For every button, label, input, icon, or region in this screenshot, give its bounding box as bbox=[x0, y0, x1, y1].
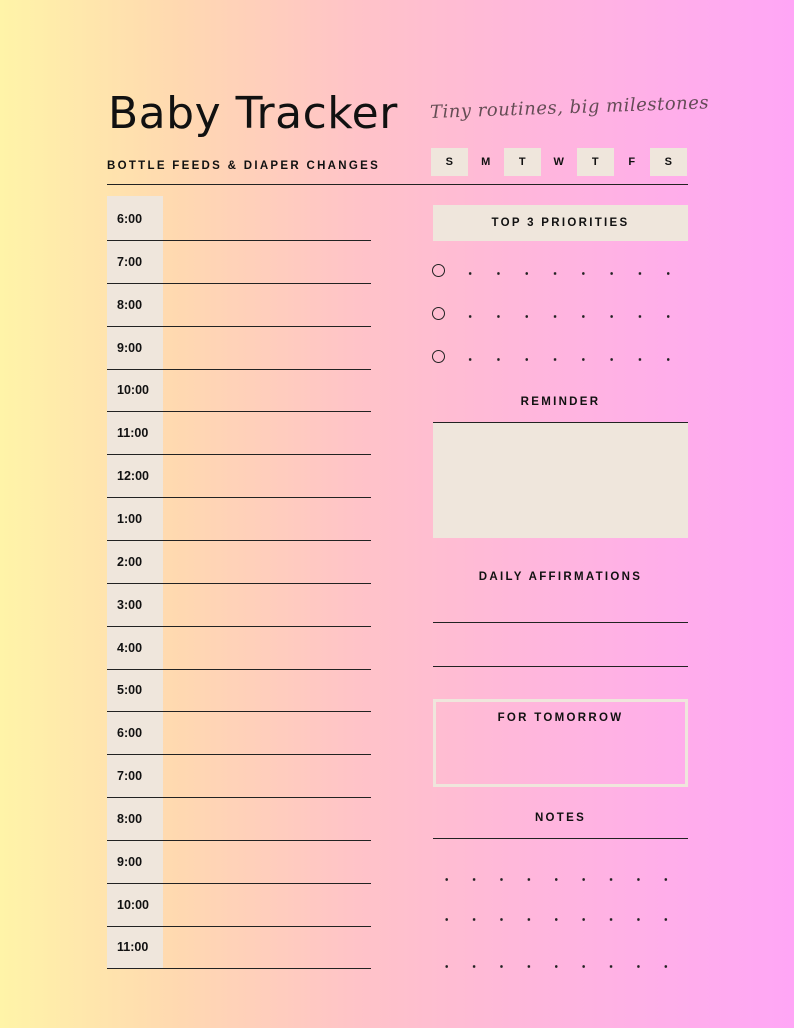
reminder-title: REMINDER bbox=[520, 396, 601, 408]
time-label: 10:00 bbox=[117, 897, 149, 912]
schedule-row[interactable] bbox=[107, 369, 371, 412]
affirmation-line[interactable] bbox=[433, 666, 688, 667]
tagline: Tiny routines, big milestones bbox=[429, 92, 710, 123]
schedule-row[interactable] bbox=[107, 627, 371, 670]
weekday-sunday[interactable]: S bbox=[431, 148, 468, 176]
notes-dotted-line[interactable] bbox=[433, 918, 691, 921]
time-label: 8:00 bbox=[117, 297, 143, 312]
weekday-wednesday[interactable]: W bbox=[553, 156, 564, 168]
schedule-row[interactable] bbox=[107, 412, 371, 455]
schedule-row[interactable] bbox=[107, 712, 371, 755]
checkbox-circle-icon[interactable] bbox=[432, 350, 445, 363]
schedule-row[interactable] bbox=[107, 755, 371, 798]
reminder-field[interactable] bbox=[433, 422, 688, 538]
affirmation-line[interactable] bbox=[433, 622, 688, 623]
time-label: 6:00 bbox=[117, 726, 143, 741]
schedule-row[interactable] bbox=[107, 284, 371, 327]
schedule-row[interactable] bbox=[107, 455, 371, 498]
time-label: 11:00 bbox=[117, 426, 149, 441]
time-label: 1:00 bbox=[117, 511, 143, 526]
schedule-row[interactable] bbox=[107, 541, 371, 584]
header-divider bbox=[107, 184, 688, 185]
weekday-friday[interactable]: F bbox=[628, 156, 636, 168]
priorities-header: TOP 3 PRIORITIES bbox=[433, 205, 688, 241]
time-label: 7:00 bbox=[117, 769, 143, 784]
time-label: 9:00 bbox=[117, 340, 143, 355]
schedule-row[interactable] bbox=[107, 198, 371, 241]
time-label: 5:00 bbox=[117, 683, 143, 698]
time-label: 7:00 bbox=[117, 254, 143, 269]
schedule-row[interactable] bbox=[107, 926, 371, 969]
schedule-row[interactable] bbox=[107, 798, 371, 841]
dotted-line bbox=[456, 315, 688, 318]
weekday-saturday[interactable]: S bbox=[650, 148, 687, 176]
schedule-row[interactable] bbox=[107, 669, 371, 712]
tomorrow-title: FOR TOMORROW bbox=[497, 712, 624, 724]
notes-divider bbox=[433, 838, 688, 839]
notes-dotted-line[interactable] bbox=[433, 965, 691, 968]
time-label: 11:00 bbox=[117, 940, 149, 955]
checkbox-circle-icon[interactable] bbox=[432, 307, 445, 320]
schedule-row[interactable] bbox=[107, 584, 371, 627]
notes-title: NOTES bbox=[534, 812, 587, 824]
schedule-row[interactable] bbox=[107, 884, 371, 927]
notes-dotted-line[interactable] bbox=[433, 878, 691, 881]
priority-item[interactable] bbox=[432, 264, 690, 280]
weekday-selector bbox=[431, 148, 687, 176]
schedule-row[interactable] bbox=[107, 498, 371, 541]
priority-item[interactable] bbox=[432, 307, 690, 323]
time-label: 12:00 bbox=[117, 469, 149, 484]
weekday-tuesday[interactable]: T bbox=[504, 148, 541, 176]
affirmations-title: DAILY AFFIRMATIONS bbox=[478, 571, 643, 583]
time-label: 4:00 bbox=[117, 640, 143, 655]
priority-item[interactable] bbox=[432, 350, 690, 366]
weekday-thursday[interactable]: T bbox=[577, 148, 614, 176]
page-subtitle: BOTTLE FEEDS & DIAPER CHANGES bbox=[107, 160, 381, 172]
time-label: 9:00 bbox=[117, 854, 143, 869]
schedule-row[interactable] bbox=[107, 327, 371, 370]
time-label: 10:00 bbox=[117, 383, 149, 398]
time-label: 2:00 bbox=[117, 554, 143, 569]
schedule-row[interactable] bbox=[107, 241, 371, 284]
time-label: 6:00 bbox=[117, 212, 143, 226]
dotted-line bbox=[456, 358, 688, 361]
time-label: 3:00 bbox=[117, 597, 143, 612]
weekday-monday[interactable]: M bbox=[481, 156, 491, 168]
tomorrow-box[interactable] bbox=[433, 699, 688, 787]
schedule-row[interactable] bbox=[107, 841, 371, 884]
time-label: 8:00 bbox=[117, 811, 143, 826]
page-title: Baby Tracker bbox=[108, 88, 398, 139]
checkbox-circle-icon[interactable] bbox=[432, 264, 445, 277]
dotted-line bbox=[456, 272, 688, 275]
